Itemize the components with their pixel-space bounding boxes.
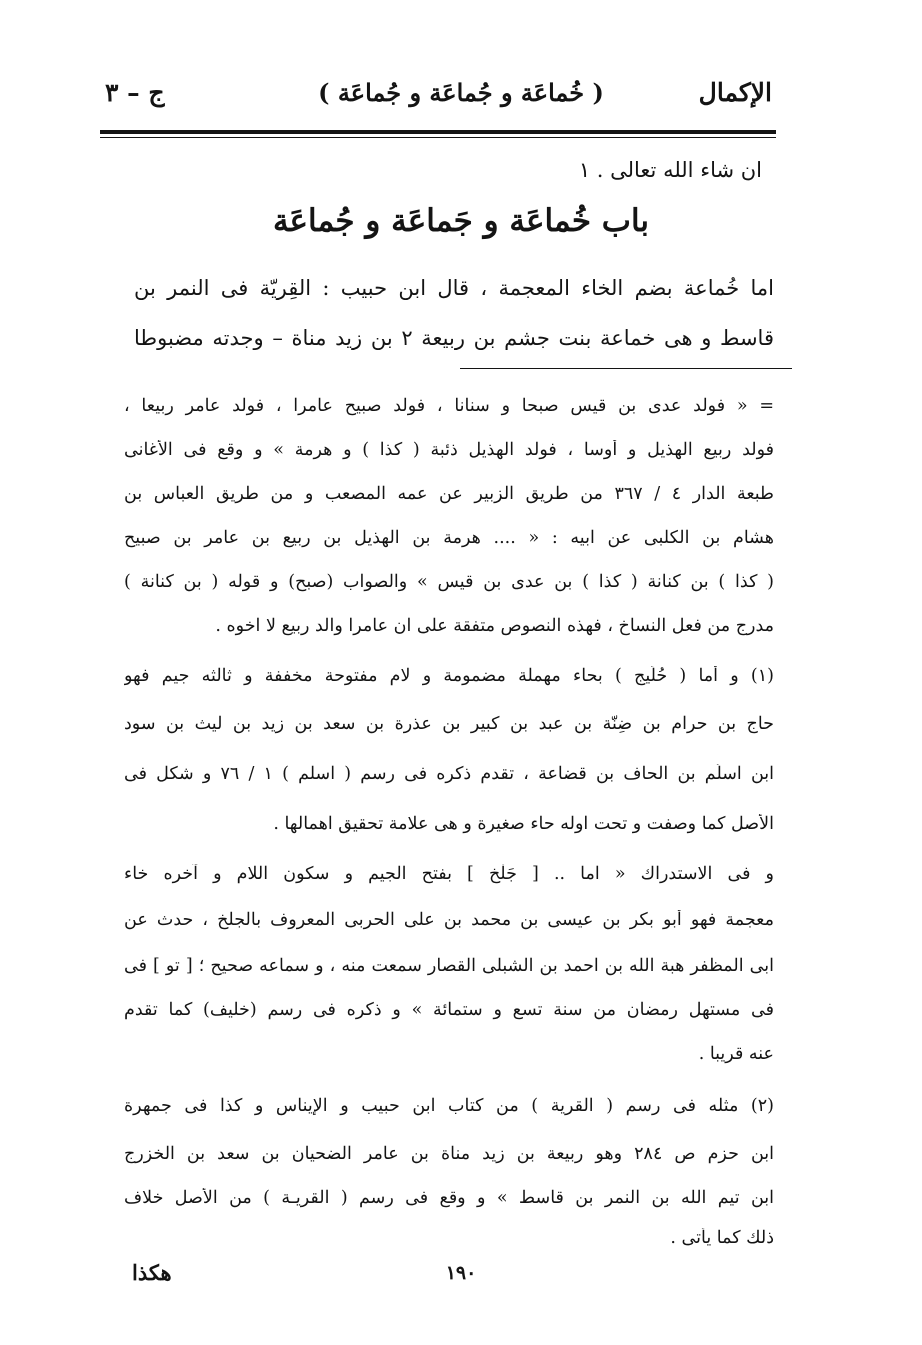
header-rule-thin [100,137,776,138]
footnote-line: مدرج من فعل النساخ ، فهذه النصوص متفقة على ان عامرا والد ربيع لا اخوه . [215,616,774,636]
volume-number: ج – ٣ [105,78,165,107]
body-line: قاسط و هى خماعة بنت جشم بن ربيعة ٢ بن زيد مناة – وجدته مضبوطا [134,326,774,350]
footnote-line: = « فولد عدى بن قيس صبحا و سنانا ، فولد صبيح عامرا ، فولد عامر ربيعا ، [124,396,774,416]
footnote-line: هشام بن الكلبى عن ابيه : « .... هرمة بن الهذيل بن ربيع بن عامر بن صبيح [124,528,774,548]
footnote-line: ابن حزم ص ٢٨٤ وهو ربيعة بن زيد مناة بن عامر الضحيان بن سعد بن الخزرج [124,1144,774,1164]
footnote-line: طبعة الدار ٤ / ٣٦٧ من طريق الزبير عن عمه المصعب و من طريق العباس بن [124,484,774,504]
footnote-line: الأصل كما وصفت و تحت اوله حاء صغيرة و هى علامة تحقيق اهمالها . [273,814,774,834]
footnote-line: معجمة فهو أبو بكر بن عيسى بن محمد بن على الحربى المعروف بالجلخ ، حدث عن [124,910,774,930]
footnote-line: ذلك كما يأتى . [670,1228,774,1248]
footnote-line: ابن اسلُم بن الحاف بن قضاعة ، تقدم ذكره فى رسم ( اسلم ) ١ / ٧٦ و شكل فى [124,764,774,784]
footnote-line: حاج بن حرام بن ضِنّة بن عبد بن كبير بن عذرة بن سعد بن زيد بن ليث بن سود [124,714,774,734]
catchword: هكذا [132,1260,172,1285]
footnote-line: عنه قريبا . [698,1044,774,1064]
header-rule [100,130,776,134]
footnote-line: ابى المظفر هبة الله بن احمد بن الشبلى القصار سمعت منه ، و سماعه صحيح ؛ [ تو ] فى [124,956,774,976]
footnote-line: (٢) مثله فى رسم ( القرية ) من كتاب ابن حبيب و الإيناس و كذا فى جمهرة [124,1096,774,1116]
footnote-line: فى مستهل رمضان من سنة تسع و ستمائة » و ذكره فى رسم (خليف) كما تقدم [124,1000,774,1020]
footnote-line: فولد ربيع الهذيل و أوسا ، فولد الهذيل ذئبة ( كذا ) و هرمة » و وقع فى الأغانى [124,440,774,460]
chapter-title: باب خُماعَة و جَماعَة و جُماعَة [272,203,650,239]
footnote-line: ( كذا ) بن كنانة ( كذا ) بن عدى بن قيس » والصواب (صبح) و قوله ( بن كنانة ) [124,572,774,592]
page-number: ١٩٠ [445,1262,477,1284]
running-title: الإكمال [698,78,772,107]
intro-line: ان شاء الله تعالى . ١ [578,158,762,182]
footnote-separator [460,368,792,369]
footnote-line: و فى الاستدراك « اما .. [ جَلْخ ] بفتح الجيم و سكون اللام و آخره خاء [124,864,774,884]
body-line: اما خُماعة بضم الخاء المعجمة ، قال ابن حبيب : القِرِيّة فى النمر بن [134,276,774,300]
section-heading: ( خُماعَة و جُماعَة و جُماعَة ) [318,78,604,107]
footnote-line: (١) و أما ( حُلَيج ) بحاء مهملة مضمومة و لام مفتوحة مخففة و ثالثه جيم فهو [124,666,774,686]
footnote-line: ابن تيم الله بن النمر بن قاسط » و وقع فى رسم ( القريـة ) من الأصل خلاف [124,1188,774,1208]
